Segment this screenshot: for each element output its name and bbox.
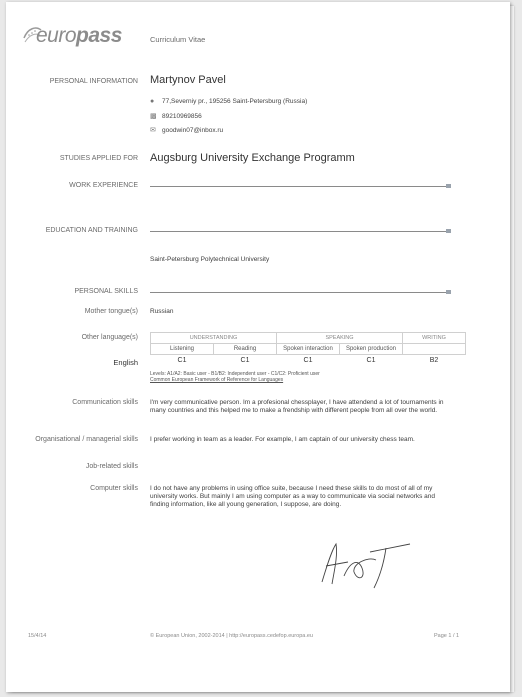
phone-line <box>150 112 202 120</box>
other-languages-label: Other language(s) <box>81 334 138 341</box>
studies-label: STUDIES APPLIED FOR <box>59 155 138 162</box>
job-related-skills-label: Job-related skills <box>85 463 138 470</box>
document-type: Curriculum Vitae <box>150 35 206 44</box>
writing-header: WRITING <box>403 333 466 344</box>
reading-level: C1 <box>240 356 250 364</box>
work-divider <box>150 186 450 187</box>
studies-value: Augsburg University Exchange Programm <box>150 152 355 164</box>
computer-skills-label: Computer skills <box>90 485 138 492</box>
location-pin-icon: ● <box>150 98 155 105</box>
computer-skills-text: I do not have any problems in using office suite, because I need these skills to do most of all of my university works. But mainly I am using computer as a way to communicate via social networks and finding information, like all young generation, I suppose, are doing. <box>150 485 436 508</box>
writing-level: B2 <box>429 356 439 364</box>
mother-tongue-label: Mother tongue(s) <box>84 308 138 315</box>
email-icon: ✉ <box>150 127 156 134</box>
levels-note <box>150 371 320 383</box>
footer-date: 15/4/14 <box>28 633 47 639</box>
cv-page <box>6 2 510 692</box>
signature <box>314 532 414 592</box>
speaking-header: SPEAKING <box>277 333 403 344</box>
spoken-interaction-header: Spoken interaction <box>277 344 340 355</box>
email-text: goodwin07@inbox.ru <box>162 127 224 134</box>
language-table <box>150 332 466 365</box>
spoken-production-level: C1 <box>366 356 376 364</box>
phone-text: 89210969856 <box>162 113 202 120</box>
education-label: EDUCATION AND TRAINING <box>45 227 138 234</box>
communication-skills-text: I'm very communicative person. Im a profesional chessplayer, I have attendend a lot of tournaments in many countries and this helped me to make a frendship with different people from all over the world. <box>150 399 444 414</box>
organisational-skills-text: I prefer working in team as a leader. For example, I am captain of our university chess team. <box>150 436 415 443</box>
education-divider <box>150 231 450 232</box>
europass-logo: europass <box>36 24 122 47</box>
footer-copyright: © European Union, 2002-2014 | http://europass.cedefop.europa.eu <box>150 633 313 639</box>
address-text: 77,Severniy pr., 195256 Saint-Petersburg (Russia) <box>162 98 308 105</box>
spoken-interaction-level: C1 <box>303 356 313 364</box>
work-experience-label: WORK EXPERIENCE <box>69 182 138 189</box>
personal-information-label: PERSONAL INFORMATION <box>49 78 138 85</box>
email-line <box>150 126 223 134</box>
address-line <box>150 98 307 105</box>
listening-level: C1 <box>177 356 187 364</box>
personal-skills-label: PERSONAL SKILLS <box>74 288 138 295</box>
levels-legend: Levels: A1/A2: Basic user - B1/B2: Independent user - C1/C2: Proficient user <box>150 371 320 377</box>
framework-link[interactable]: Common European Framework of Reference for Languages <box>150 377 284 383</box>
mother-tongue-value: Russian <box>150 308 174 315</box>
communication-skills-label: Communication skills <box>72 399 138 406</box>
education-institution: Saint-Petersburg Polytechnical University <box>150 256 270 263</box>
skills-divider <box>150 292 450 293</box>
listening-header: Listening <box>151 344 214 355</box>
understanding-header: UNDERSTANDING <box>151 333 277 344</box>
applicant-name: Martynov Pavel <box>150 74 226 86</box>
spoken-production-header: Spoken production <box>340 344 403 355</box>
phone-icon: ▩ <box>150 113 157 120</box>
footer-page-number: Page 1 / 1 <box>434 633 460 639</box>
reading-header: Reading <box>214 344 277 355</box>
language-name: English <box>113 358 138 367</box>
organisational-skills-label: Organisational / managerial skills <box>35 436 138 443</box>
